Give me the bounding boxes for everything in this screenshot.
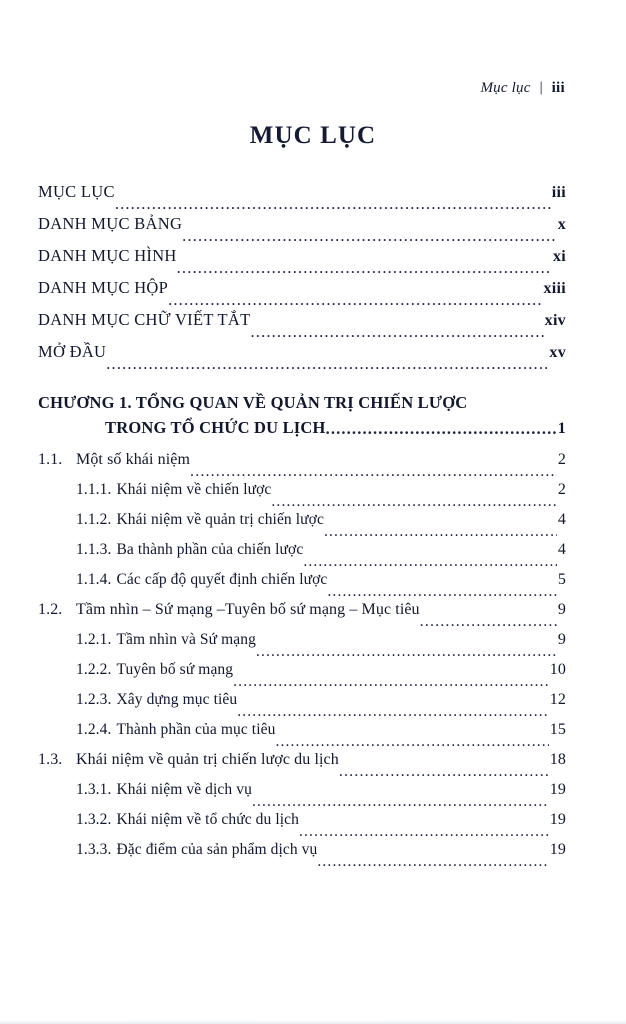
toc-entry-title: DANH MỤC CHỮ VIẾT TẮT bbox=[38, 310, 251, 329]
chapter-title-line-2-row bbox=[38, 415, 566, 441]
toc-entry-page-number: 18 bbox=[549, 751, 566, 768]
toc-entry-number: 1.2.3. bbox=[76, 691, 112, 708]
chapter-title-line-2: TRONG TỔ CHỨC DU LỊCH bbox=[105, 418, 326, 437]
toc-entry-number: 1.1.4. bbox=[76, 571, 112, 588]
toc-entry-number: 1.2.1. bbox=[76, 631, 112, 648]
toc-entry-title: DANH MỤC HỘP bbox=[38, 278, 169, 297]
toc-entry-number: 1.1.1. bbox=[76, 481, 112, 498]
toc-entry-number: 1.1.2. bbox=[76, 511, 112, 528]
dot-leader bbox=[106, 358, 548, 375]
toc-entry-page-number: 4 bbox=[557, 511, 566, 528]
toc-entry-section-level-2[interactable] bbox=[38, 781, 566, 811]
toc-entry-section-level-1[interactable] bbox=[38, 751, 566, 781]
toc-entry-number: 1.2.2. bbox=[76, 661, 112, 678]
toc-entry-section-level-2[interactable] bbox=[38, 541, 566, 571]
toc-entry-section-level-2[interactable] bbox=[38, 511, 566, 541]
toc-entry-title: Khái niệm về quản trị chiến lược bbox=[116, 511, 324, 528]
toc-entry-title: Ba thành phần của chiến lược bbox=[116, 541, 304, 558]
toc-entry-section-level-2[interactable] bbox=[38, 631, 566, 661]
dot-leader bbox=[237, 706, 549, 722]
toc-entry-number: 1.2. bbox=[38, 601, 63, 618]
dot-leader bbox=[190, 465, 557, 481]
toc-entry-title: Khái niệm về chiến lược bbox=[116, 481, 272, 498]
running-header-page-number: iii bbox=[551, 80, 565, 96]
toc-entry-page-number: 4 bbox=[557, 541, 566, 558]
chapter-page-number: 1 bbox=[557, 420, 566, 437]
toc-entry-page-number: xiv bbox=[544, 312, 566, 329]
toc-entry-page-number: 9 bbox=[557, 631, 566, 648]
toc-entry-page-number: 19 bbox=[549, 841, 566, 858]
toc-entry-page-number: xi bbox=[552, 248, 566, 265]
dot-leader bbox=[168, 294, 542, 311]
toc-entry-title: Khái niệm về quản trị chiến lược du lịch bbox=[76, 751, 339, 768]
toc-entry-number: 1.3.3. bbox=[76, 841, 112, 858]
section-list bbox=[38, 451, 566, 871]
toc-entry-front-matter[interactable] bbox=[38, 310, 566, 342]
toc-entry-page-number: x bbox=[557, 216, 566, 233]
toc-entry-page-number: 15 bbox=[549, 721, 566, 738]
toc-entry-number: 1.3.2. bbox=[76, 811, 112, 828]
chapter-entry[interactable] bbox=[38, 390, 566, 441]
toc-entry-title: DANH MỤC HÌNH bbox=[38, 246, 177, 265]
dot-leader bbox=[182, 230, 557, 247]
toc-entry-title: MỞ ĐẦU bbox=[38, 342, 107, 361]
dot-leader bbox=[177, 262, 552, 279]
toc-entry-title: Tầm nhìn – Sứ mạng –Tuyên bố sứ mạng – Mục tiêu bbox=[76, 601, 420, 618]
running-header-separator: | bbox=[539, 79, 543, 96]
table-of-contents bbox=[38, 182, 566, 871]
dot-leader bbox=[275, 736, 548, 752]
dot-leader bbox=[327, 586, 557, 602]
toc-entry-page-number: 19 bbox=[549, 781, 566, 798]
toc-entry-title: Tầm nhìn và Sứ mạng bbox=[116, 631, 256, 648]
toc-entry-title: Các cấp độ quyết định chiến lược bbox=[116, 571, 328, 588]
toc-entry-section-level-2[interactable] bbox=[38, 691, 566, 721]
dot-leader bbox=[256, 646, 557, 662]
dot-leader bbox=[339, 765, 549, 781]
toc-entry-section-level-2[interactable] bbox=[38, 571, 566, 601]
dot-leader bbox=[326, 425, 557, 442]
toc-entry-number: 1.1. bbox=[38, 451, 63, 468]
toc-entry-title: Khái niệm về tổ chức du lịch bbox=[116, 811, 299, 828]
toc-entry-title: Thành phần của mục tiêu bbox=[116, 721, 276, 738]
toc-entry-title: Một số khái niệm bbox=[76, 451, 191, 468]
toc-entry-front-matter[interactable] bbox=[38, 182, 566, 214]
toc-entry-page-number: xiii bbox=[543, 280, 566, 297]
dot-leader bbox=[420, 615, 557, 631]
toc-entry-number: 1.3. bbox=[38, 751, 63, 768]
toc-entry-page-number: xv bbox=[549, 344, 566, 361]
toc-entry-front-matter[interactable] bbox=[38, 342, 566, 374]
dot-leader bbox=[271, 496, 557, 512]
toc-entry-section-level-2[interactable] bbox=[38, 481, 566, 511]
toc-entry-section-level-2[interactable] bbox=[38, 841, 566, 871]
dot-leader bbox=[115, 198, 551, 215]
toc-entry-page-number: 10 bbox=[549, 661, 566, 678]
toc-entry-title: MỤC LỤC bbox=[38, 182, 115, 201]
toc-entry-title: DANH MỤC BẢNG bbox=[38, 214, 183, 233]
toc-entry-front-matter[interactable] bbox=[38, 246, 566, 278]
toc-entry-page-number: 2 bbox=[557, 481, 566, 498]
toc-entry-section-level-2[interactable] bbox=[38, 811, 566, 841]
toc-entry-section-level-1[interactable] bbox=[38, 451, 566, 481]
toc-entry-page-number: 19 bbox=[549, 811, 566, 828]
page-title: MỤC LỤC bbox=[249, 122, 377, 149]
dot-leader bbox=[317, 856, 548, 872]
toc-entry-page-number: 9 bbox=[557, 601, 566, 618]
toc-entry-title: Đặc điểm của sản phẩm dịch vụ bbox=[116, 841, 318, 858]
chapter-title-line-1: CHƯƠNG 1. TỔNG QUAN VỀ QUẢN TRỊ CHIẾN LƯỢC bbox=[38, 393, 468, 412]
toc-entry-number: 1.1.3. bbox=[76, 541, 112, 558]
toc-entry-title: Tuyên bố sứ mạng bbox=[116, 661, 234, 678]
running-header bbox=[480, 80, 565, 97]
page-bottom-edge bbox=[0, 1020, 626, 1024]
toc-entry-page-number: iii bbox=[551, 184, 566, 201]
front-matter-list bbox=[38, 182, 566, 374]
dot-leader bbox=[303, 556, 557, 572]
dot-leader bbox=[299, 826, 549, 842]
toc-entry-page-number: 12 bbox=[549, 691, 566, 708]
dot-leader bbox=[252, 796, 549, 812]
toc-entry-page-number: 2 bbox=[557, 451, 566, 468]
toc-entry-front-matter[interactable] bbox=[38, 278, 566, 310]
dot-leader bbox=[233, 676, 549, 692]
toc-entry-title: Xây dựng mục tiêu bbox=[116, 691, 238, 708]
toc-entry-title: Khái niệm về dịch vụ bbox=[116, 781, 252, 798]
toc-entry-number: 1.2.4. bbox=[76, 721, 112, 738]
toc-entry-section-level-2[interactable] bbox=[38, 661, 566, 691]
running-header-label: Mục lục bbox=[480, 80, 531, 96]
dot-leader bbox=[251, 326, 544, 343]
toc-entry-front-matter[interactable] bbox=[38, 214, 566, 246]
toc-entry-section-level-1[interactable] bbox=[38, 601, 566, 631]
toc-entry-page-number: 5 bbox=[557, 571, 566, 588]
toc-entry-number: 1.3.1. bbox=[76, 781, 112, 798]
dot-leader bbox=[324, 526, 557, 542]
toc-entry-section-level-2[interactable] bbox=[38, 721, 566, 751]
